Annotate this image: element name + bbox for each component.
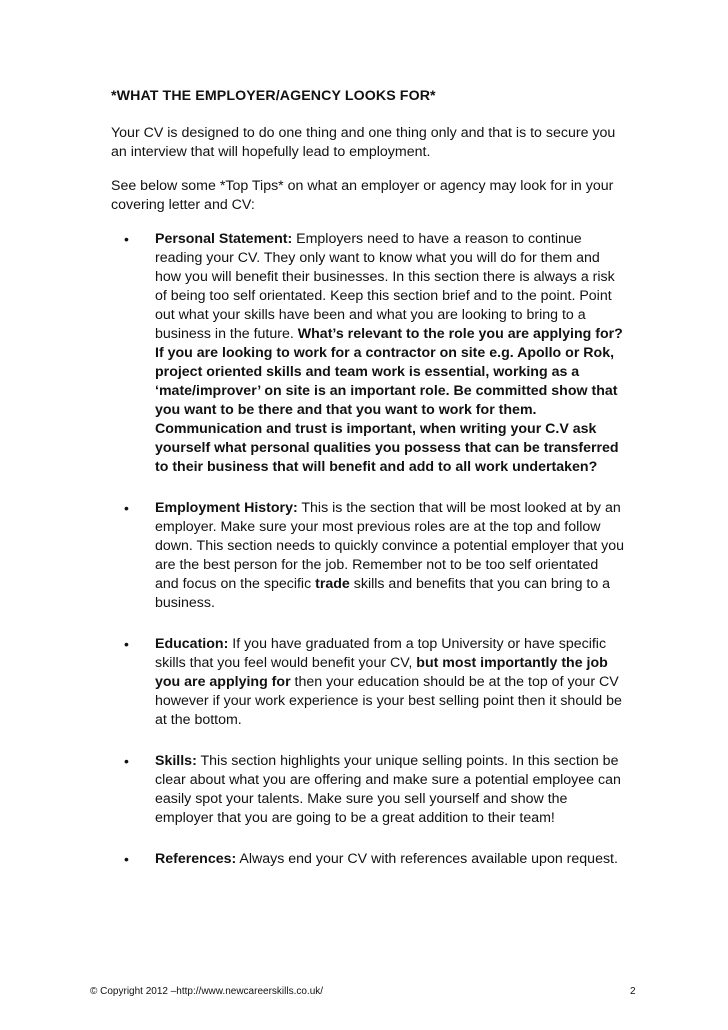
tip-label: References: (155, 851, 237, 867)
list-item-education (0, 635, 728, 730)
tip-text (155, 635, 625, 730)
tip-emphasis: trade (315, 576, 350, 592)
list-item-personal-statement (0, 230, 728, 477)
tip-body: This is the section that will be most looked at by an employer. Make sure your most previous roles are at the top and follow down. This section needs to quickly convince a potential employer that you are the best person for the job. Remember not to be too self orientated and focus on the specific (155, 500, 624, 592)
bullet-icon: • (124, 231, 129, 247)
tip-emphasis: What’s relevant to the role you are applying for? If you are looking to work for a contractor on site e.g. Apollo or Rok, project oriented skills and team work is essential, working as a ‘mate/improver’ on site is an important role. Be committed show that you want to be there and that you want to work for them. Communication and trust is important, when writing your C.V ask yourself what personal qualities you possess that can be transferred to their business that will benefit and add to all work undertaken? (155, 326, 623, 475)
tip-text (155, 752, 625, 828)
tip-body-end: skills and benefits that you can bring to a business. (155, 576, 611, 611)
tip-body: Employers need to have a reason to continue reading your CV. They only want to know what you will do for them and how you will benefit their businesses. In this section there is always a risk of being too self orientated. Keep this section brief and to the point. Point out what your skills have been and what you are looking to bring to a business in the future. (155, 231, 615, 342)
tips-intro-paragraph: See below some *Top Tips* on what an employer or agency may look for in your covering letter and CV: (111, 178, 614, 213)
tip-label: Skills: (155, 753, 197, 769)
tip-body: If you have graduated from a top University or have specific skills that you feel would benefit your CV, (155, 636, 607, 671)
bullet-icon: • (124, 500, 129, 516)
page-number: 2 (630, 986, 636, 997)
intro-paragraph: Your CV is designed to do one thing and one thing only and that is to secure you an interview that will hopefully lead to employment. (111, 125, 616, 160)
tip-body-end: then your education should be at the top of your CV however if your work experience is your best selling point then it should be at the bottom. (155, 674, 622, 728)
list-item-employment-history (0, 499, 728, 613)
list-item-skills (0, 752, 728, 828)
tip-label: Employment History: (155, 500, 298, 516)
bullet-icon: • (124, 753, 129, 769)
bullet-icon: • (124, 851, 129, 867)
list-item-references (0, 850, 728, 869)
tip-body: Always end your CV with references available upon request. (236, 851, 618, 867)
tips-list (0, 230, 728, 891)
tip-text (155, 499, 625, 613)
tip-text (155, 230, 625, 477)
bullet-icon: • (124, 636, 129, 652)
tip-label: Personal Statement: (155, 231, 293, 247)
tip-label: Education: (155, 636, 229, 652)
section-heading: *WHAT THE EMPLOYER/AGENCY LOOKS FOR* (111, 88, 436, 104)
tip-text (155, 850, 625, 869)
footer-copyright: © Copyright 2012 –http://www.newcareerskills.co.uk/ (90, 986, 324, 997)
tip-body: This section highlights your unique selling points. In this section be clear about what you are offering and make sure a potential employee can easily spot your talents. Make sure you sell yourself and show the employer that you are going to be a great addition to their team! (155, 753, 621, 826)
tip-emphasis: but most importantly the job you are applying for (155, 655, 608, 690)
